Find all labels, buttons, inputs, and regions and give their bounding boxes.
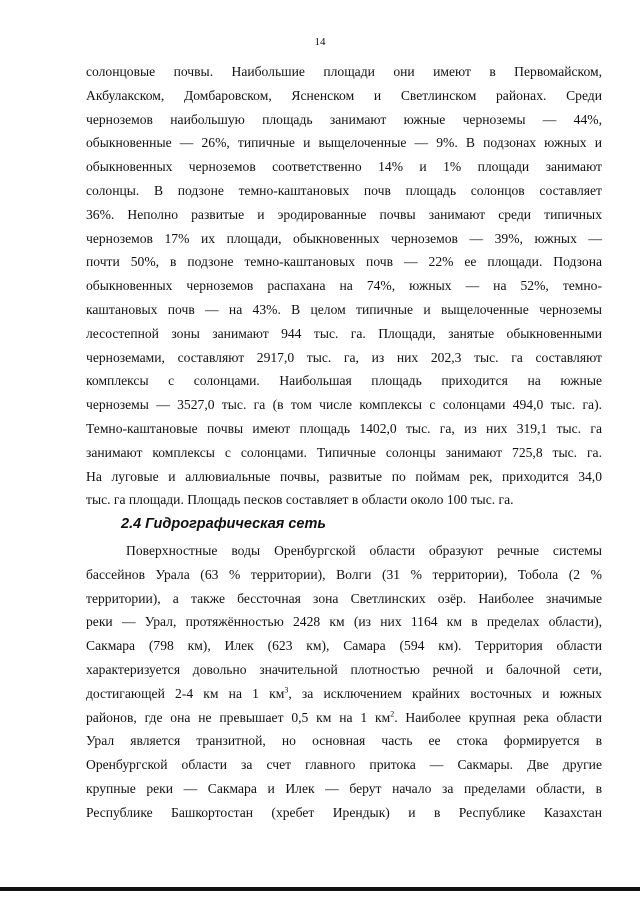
text-line: Темно-каштановые почвы имеют площадь 1402,0 тыс. га, из них 319,1 тыс. га [86,420,602,436]
text-line: почти 50%, в подзоне темно-каштановых почв — 22% ее площади. Подзона [86,254,602,270]
superscript: 3 [284,685,289,695]
text-line [86,706,602,730]
text-line: Акбулакском, Домбаровском, Ясненском и Светлинском районах. Среди [86,87,602,103]
text-line: На луговые и аллювиальные почвы, развитые по поймам рек, приходится 34,0 [86,468,602,484]
text-line: реки — Урал, протяжённостью 2428 км (из них 1164 км в пределах области), [86,614,602,630]
text-line: Сакмара (798 км), Илек (623 км), Самара (594 км). Территория области [86,638,602,654]
hydrography-paragraph [86,539,602,825]
text-line: солонцы. В подзоне темно-каштановых почв площадь солонцов составляет [86,182,602,198]
text-line: комплексы с солонцами. Наибольшая площадь приходится на южные [86,373,602,389]
text-line: обыкновенные — 26%, типичные и выщелоченные — 9%. В подзонах южных и [86,135,602,151]
text-line: черноземами, составляют 2917,0 тыс. га, из них 202,3 тыс. га составляют [86,349,602,365]
text-line: черноземов 17% их площади, обыкновенных черноземов — 39%, южных — [86,230,602,246]
text-line: солонцовые почвы. Наибольшие площади они имеют в Первомайском, [86,64,602,79]
text-line: крупные реки — Сакмара и Илек — берут начало за пределами области, в [86,780,602,796]
text-fragment: районов, где она не превышает 0,5 км на 1 км [86,709,391,725]
text-line: бассейнов Урала (63 % территории), Волги (31 % территории), Тобола (2 % [86,566,602,582]
text-line: обыкновенных черноземов соответственно 14% и 1% площади занимают [86,159,602,175]
text-line: лесостепной зоны занимают 944 тыс. га. Площади, занятые обыкновенными [86,325,602,341]
text-fragment: , за исключением крайних восточных и южных [288,685,602,701]
text-line: характеризуется довольно значительной плотностью речной и балочной сети, [86,661,602,677]
section-heading: 2.4 Гидрографическая сеть [121,516,326,532]
text-line: черноземы — 3527,0 тыс. га (в том числе комплексы с солонцами 494,0 тыс. га). [86,397,602,413]
text-line: Оренбургской области за счет главного притока — Сакмары. Две другие [86,757,602,773]
text-fragment: . Наиболее крупная река области [394,709,602,725]
text-fragment: достигающей 2-4 км на 1 км [86,685,285,701]
superscript: 2 [390,709,395,719]
text-line: черноземов наибольшую площадь занимают южные черноземы — 44%, [86,111,602,127]
bottom-rule [0,887,640,891]
text-line: каштановых почв — на 43%. В целом типичные и выщелоченные черноземы [86,301,602,317]
page-number: 14 [314,36,326,48]
text-line: Республике Башкортостан (хребет Ирендык) и в Республике Казахстан [86,804,602,820]
text-line: 36%. Неполно развитые и эродированные почвы занимают среди типичных [86,206,602,222]
text-line: занимают комплексы с солонцами. Типичные солонцы занимают 725,8 тыс. га. [86,444,602,460]
text-line [86,682,602,706]
text-line: обыкновенных черноземов распахана на 74%, южных — на 52%, темно- [86,278,602,294]
text-line: Поверхностные воды Оренбургской области образуют речные системы [126,543,602,558]
soil-paragraph [86,60,602,512]
text-line: территории), а также бессточная зона Светлинских озёр. Наиболее значимые [86,590,602,606]
text-line: Урал является транзитной, но основная часть ее стока формируется в [86,733,602,749]
text-line: тыс. га площади. Площадь песков составляет в области около 100 тыс. га. [86,492,514,508]
